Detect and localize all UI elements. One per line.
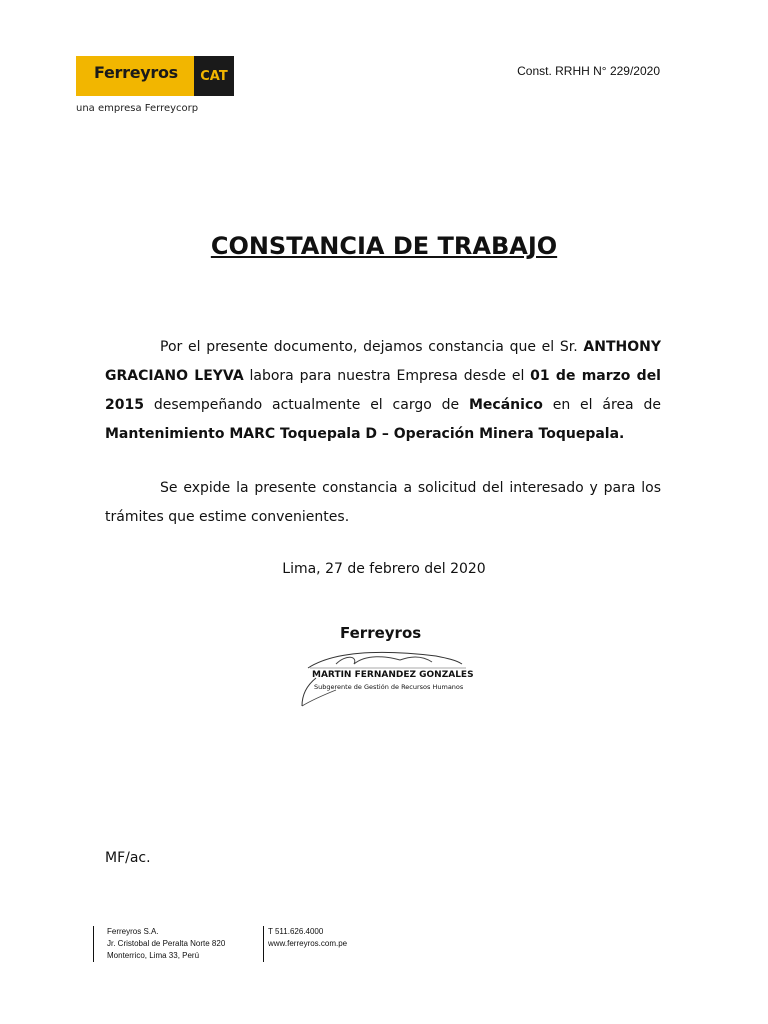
certification-paragraph — [105, 333, 661, 449]
para1-text-2: labora para nuestra Empresa desde el — [243, 368, 531, 384]
footer-company: Ferreyros S.A. — [107, 927, 159, 936]
footer-divider — [93, 926, 94, 962]
document-title: CONSTANCIA DE TRABAJO — [210, 232, 558, 260]
stamp-brand: Ferreyros — [340, 624, 422, 642]
logo-tagline: una empresa Ferreycorp — [76, 103, 199, 114]
job-position: Mecánico — [469, 397, 543, 413]
footer-address-line2: Monterrico, Lima 33, Perú — [107, 951, 200, 960]
work-area: Mantenimiento MARC Toquepala D – Operación Minera Toquepala. — [105, 426, 625, 442]
para1-text-3: desempeñando actualmente el cargo de — [143, 397, 469, 413]
footer-address-line1: Jr. Cristobal de Peralta Norte 820 — [107, 939, 226, 948]
purpose-paragraph: Se expide la presente constancia a solicitud del interesado y para los trámites que estime convenientes. — [105, 480, 661, 525]
document-reference: Const. RRHH N° 229/2020 — [517, 64, 660, 78]
cat-logo: CAT — [194, 56, 234, 96]
footer-web: www.ferreyros.com.pe — [268, 939, 348, 948]
signature-stamp — [296, 620, 476, 710]
footer-divider — [263, 926, 264, 962]
employee-name: ANTHONY GRACIANO LEYVA — [105, 339, 661, 384]
signer-name: MARTIN FERNANDEZ GONZALES — [312, 670, 474, 680]
footer-contact-block — [268, 926, 347, 950]
logo-wordmark: Ferreyros — [94, 63, 178, 82]
para1-text-4: en el área de — [542, 397, 661, 413]
para1-text-1: Por el presente documento, dejamos constancia que el Sr. — [160, 339, 584, 355]
start-date: 01 de marzo del 2015 — [105, 368, 661, 413]
place-date: Lima, 27 de febrero del 2020 — [282, 561, 486, 577]
typist-initials: MF/ac. — [105, 850, 151, 866]
footer-address-block — [107, 926, 225, 962]
signer-role: Subgerente de Gestión de Recursos Humanos — [314, 683, 464, 691]
footer-phone: T 511.626.4000 — [268, 927, 324, 936]
